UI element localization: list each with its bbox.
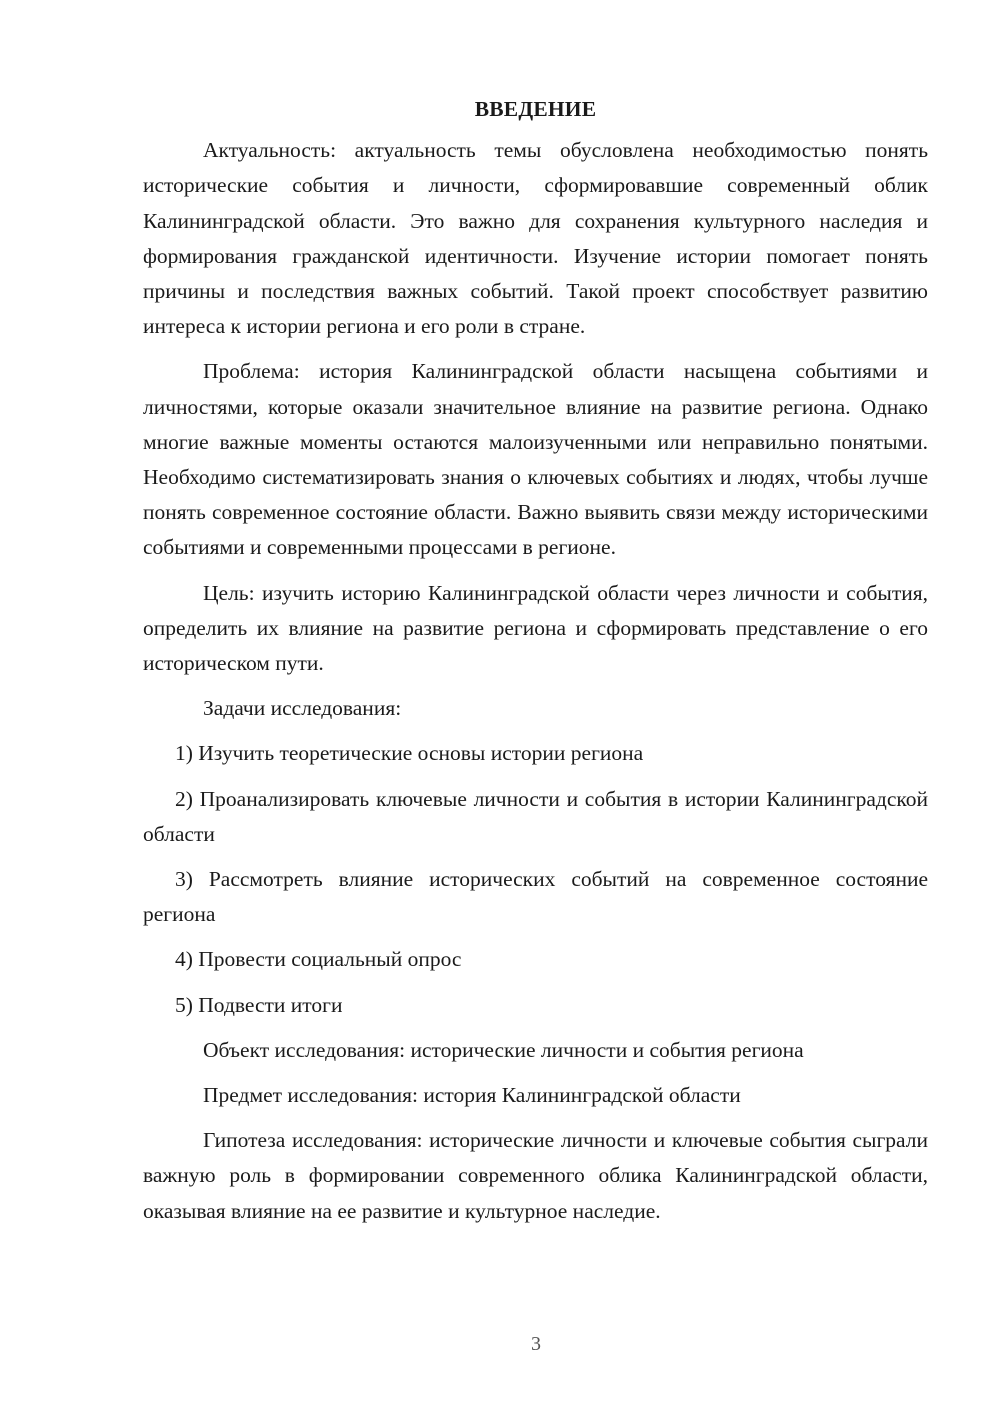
page-title: ВВЕДЕНИЕ (474, 97, 597, 121)
problem-paragraph: Проблема: история Калининградской области насыщена событиями и личностями, которые оказали значительное влияние на развитие региона. Однако многие важные моменты остаются малоизученными или неправильно понятыми. Необходимо систематизировать знания о ключевых событиях и людях, чтобы лучше понять современное состояние области. Важно выявить связи между историческими событиями и современными процессами в регионе. (143, 359, 928, 560)
hypothesis-paragraph: Гипотеза исследования: исторические личности и ключевые события сыграли важную роль в формировании современного облика Калининградской области, оказывая влияние на ее развитие и культурное наследие. (143, 1128, 928, 1223)
goal-paragraph: Цель: изучить историю Калининградской области через личности и события, определить их влияние на развитие региона и сформировать представление о его историческом пути. (143, 580, 928, 676)
object-paragraph: Объект исследования: исторические личности и события региона (203, 1037, 804, 1062)
subject-paragraph: Предмет исследования: история Калининградской области (203, 1083, 741, 1108)
task-item: 3) Рассмотреть влияние исторических событий на современное состояние региона (143, 867, 928, 927)
relevance-paragraph: Актуальность: актуальность темы обусловлена необходимостью понять исторические события и личности, сформировавшие современный облик Калининградской области. Это важно для сохранения культурного наследия и формирования гражданской идентичности. Изучение истории помогает понять причины и последствия важных событий. Такой проект способствует развитию интереса к истории региона и его роли в стране. (143, 138, 928, 339)
document-page (143, 92, 928, 1239)
tasks-title: Задачи исследования: (203, 696, 402, 721)
task-item: 2) Проанализировать ключевые личности и события в истории Калининградской области (143, 786, 928, 846)
page-number: 3 (531, 1333, 541, 1355)
task-item: 5) Подвести итоги (175, 992, 343, 1017)
task-item: 4) Провести социальный опрос (175, 947, 462, 972)
task-item: 1) Изучить теоретические основы истории региона (175, 741, 644, 766)
